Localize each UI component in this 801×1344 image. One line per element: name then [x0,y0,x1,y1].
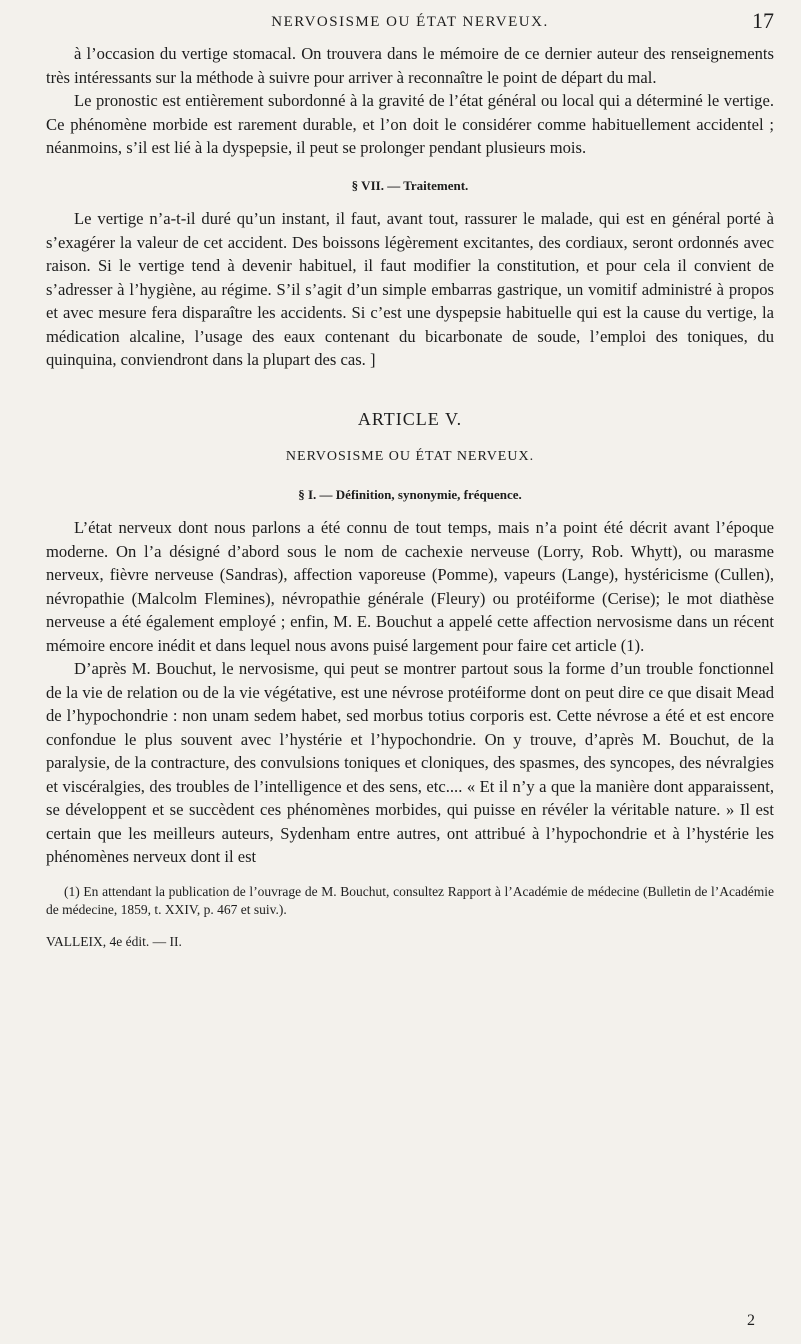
paragraph: D’après M. Bouchut, le nervosisme, qui peut se montrer partout sous la forme d’un trouble fonctionnel de la vie de relation ou de la vie végétative, est une névrose protéiforme dont on peut dire ce que disait Mead de l’hypochondrie : non unam sedem habet, sed morbus totius corporis est. Cette névrose a été et est encore confondue le plus souvent avec l’hystérie et l’hypochondrie. On y trouve, d’après M. Bouchut, de la paralysie, de la contracture, des convulsions toniques et cloniques, des spasmes, des syncopes, des névralgies et viscéralgies, des troubles de l’intelligence et des sens, etc.... « Et il n’y a que la manière dont apparaissent, se développent et se succèdent ces phénomènes morbides, qui puisse en révéler la véritable nature. » Il est certain que les meilleurs auteurs, Sydenham entre autres, ont attribué à l’hypochondrie et à l’hystérie les phénomènes nerveux dont il est [46,659,774,866]
running-head [46,8,774,38]
signature-mark: 2 [747,1312,755,1329]
paragraph: Le vertige n’a-t-il duré qu’un instant, il faut, avant tout, rassurer le malade, qui est en général porté à s’exagérer la valeur de cet accident. Des boissons légèrement excitantes, des cordiaux, seront ordonnés avec raison. Si le vertige tend à devenir habituel, il faut modifier la constitution, et pour cela il convient de s’adresser à l’hygiène, au régime. S’il s’agit d’un simple embarras gastrique, un vomitif administré à propos et avec mesure fera disparaître les accidents. Si c’est une dyspepsie habituelle qui est la cause du vertige, la médication alcaline, l’usage des eaux contenant du bicarbonate de soude, l’emploi des toniques, du quinquina, conviendront dans la plupart des cas. ] [46,209,774,369]
paragraph: à l’occasion du vertige stomacal. On trouvera dans le mémoire de ce dernier auteur des renseignements très intéressants sur la méthode à suivre pour arriver à reconnaître le point de départ du mal. [46,44,774,87]
paragraph: Le pronostic est entièrement subordonné à la gravité de l’état général ou local qui a déterminé le vertige. Ce phénomène morbide est rarement durable, et l’on doit le considérer comme habituellement accidentel ; néanmoins, s’il est lié à la dyspepsie, il peut se prolonger pendant plusieurs mois. [46,91,774,157]
section-heading: § VII. — Traitement. [351,177,469,193]
section-heading: § I. — Définition, synonymie, fréquence. [298,486,522,502]
article-subtitle: NERVOSISME OU ÉTAT NERVEUX. [285,449,535,464]
footer-credit: VALLEIX, 4e édit. — II. [46,933,182,949]
footnote: (1) En attendant la publication de l’ouvrage de M. Bouchut, consultez Rapport à l’Académie de médecine (Bulletin de l’Académie de médecine, 1859, t. XXIV, p. 467 et suiv.). [46,883,774,917]
page-body [46,42,774,951]
page-number: 17 [752,8,774,33]
article-title: ARTICLE V. [357,408,463,429]
paragraph: L’état nerveux dont nous parlons a été connu de tout temps, mais n’a point été décrit avant l’époque moderne. On l’a désigné d’abord sous le nom de cachexie nerveuse (Lorry, Rob. Whytt), ou marasme nerveux, fièvre nerveuse (Sandras), affection vaporeuse (Pomme), vapeurs (Lange), hystéricisme (Cullen), névropathie (Malcolm Flemines), névropathie générale (Fleury) ou protéiforme (Cerise); le mot diathèse nerveuse a été également employé ; enfin, M. E. Bouchut a appelé cette affection nervosisme dans un récent mémoire encore inédit et dans lequel nous avons puisé largement pour faire cet article (1). [46,518,774,655]
running-title: NERVOSISME OU ÉTAT NERVEUX. [271,14,549,30]
